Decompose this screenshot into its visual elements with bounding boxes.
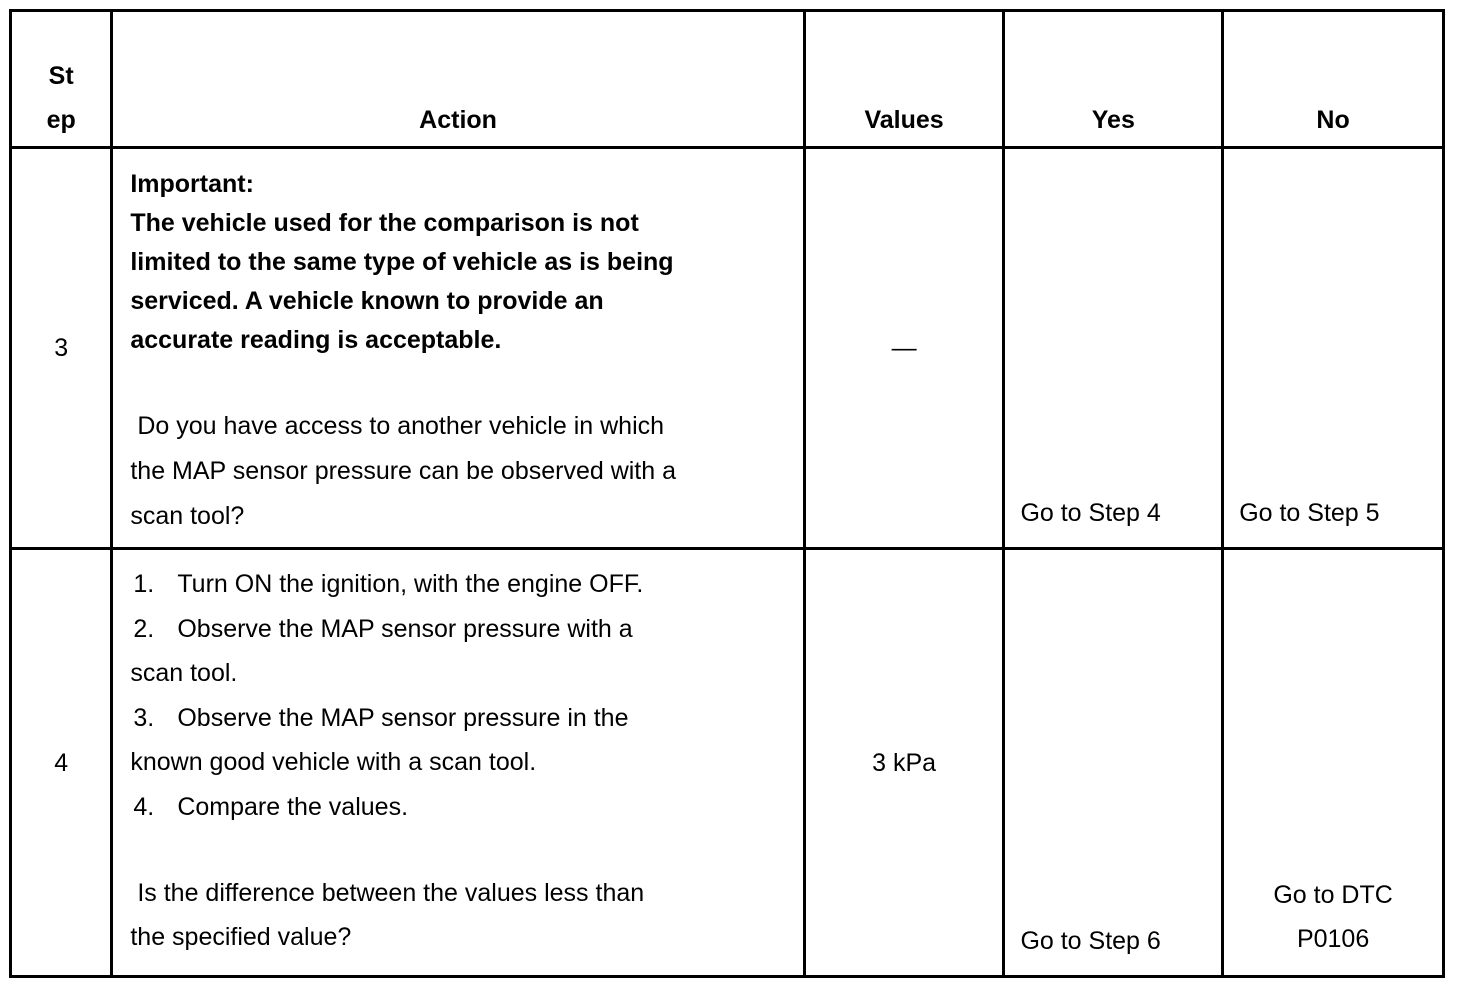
procedure-steps xyxy=(130,562,790,829)
step-text-continued: known good vehicle with a scan tool. xyxy=(130,748,537,776)
action-cell xyxy=(112,549,804,977)
question-text xyxy=(130,404,790,539)
header-no: No xyxy=(1223,11,1444,148)
header-row xyxy=(11,11,1444,148)
no-cell xyxy=(1223,549,1444,977)
action-cell xyxy=(112,148,804,549)
yes-cell: Go to Step 6 xyxy=(1004,549,1223,977)
question-line: scan tool? xyxy=(130,502,245,530)
table-row-step-4 xyxy=(11,549,1444,977)
step-text: Observe the MAP sensor pressure in the xyxy=(177,703,629,732)
important-label: Important: xyxy=(130,170,254,198)
question-line: the MAP sensor pressure can be observed with a xyxy=(130,457,677,485)
important-line: limited to the same type of vehicle as is being xyxy=(130,248,674,276)
header-values: Values xyxy=(804,11,1004,148)
step-text-continued: scan tool. xyxy=(130,659,238,687)
header-step xyxy=(11,11,112,148)
procedure-step xyxy=(130,562,790,607)
values-cell: — xyxy=(804,148,1004,549)
important-line: accurate reading is acceptable. xyxy=(130,326,502,354)
question-line: Do you have access to another vehicle in which xyxy=(137,412,665,440)
question-text xyxy=(130,871,790,959)
step-text: Turn ON the ignition, with the engine OFF. xyxy=(177,570,644,598)
step-number: 3 xyxy=(11,148,112,549)
values-cell: 3 kPa xyxy=(804,549,1004,977)
procedure-step xyxy=(130,785,790,830)
no-line: P0106 xyxy=(1296,925,1370,953)
header-step-line2: ep xyxy=(46,106,76,134)
header-yes: Yes xyxy=(1004,11,1223,148)
important-note xyxy=(130,165,790,360)
step-number: 4 xyxy=(11,549,112,977)
table-row-step-3 xyxy=(11,148,1444,549)
header-action: Action xyxy=(112,11,804,148)
no-line: Go to DTC xyxy=(1273,881,1393,909)
yes-cell: Go to Step 4 xyxy=(1004,148,1223,549)
question-line: the specified value? xyxy=(130,923,352,951)
diagnostic-table xyxy=(9,9,1445,978)
procedure-step xyxy=(130,696,790,785)
step-index: 4. xyxy=(133,792,155,821)
question-line: Is the difference between the values less than xyxy=(137,879,645,907)
procedure-step xyxy=(130,607,790,696)
step-index: 2. xyxy=(133,614,155,643)
step-text: Observe the MAP sensor pressure with a xyxy=(177,614,633,643)
no-cell: Go to Step 5 xyxy=(1223,148,1444,549)
important-line: The vehicle used for the comparison is not xyxy=(130,209,639,237)
step-index: 3. xyxy=(133,703,155,732)
important-line: serviced. A vehicle known to provide an xyxy=(130,287,604,315)
step-index: 1. xyxy=(133,570,155,598)
header-step-line1: St xyxy=(48,62,74,90)
step-text: Compare the values. xyxy=(177,792,409,821)
